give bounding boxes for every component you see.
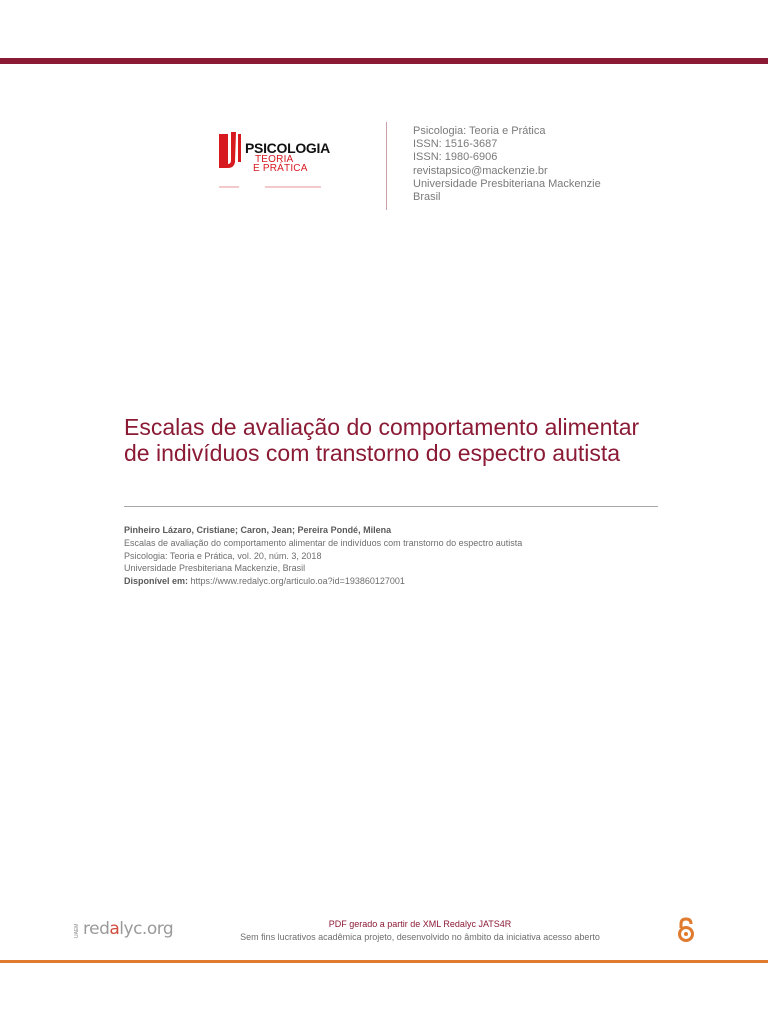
redalyc-word-start: red: [83, 919, 110, 939]
top-color-bar: [0, 58, 768, 64]
footer-nonprofit-note: Sem fins lucrativos acadêmica projeto, desenvolvido no âmbito da iniciativa acesso aberto: [240, 931, 600, 942]
logo-word-psicologia: PSICOLOGIA: [245, 140, 330, 156]
article-url-link[interactable]: https://www.redalyc.org/articulo.oa?id=193860127001: [190, 576, 405, 587]
journal-email[interactable]: revistapsico@mackenzie.br: [413, 164, 548, 177]
redalyc-word-end: lyc.org: [119, 919, 174, 939]
journal-info: [413, 125, 601, 204]
journal-university: Universidade Presbiteriana Mackenzie: [413, 177, 601, 190]
footer-generated-note: PDF gerado a partir de XML Redalyc JATS4R: [328, 919, 512, 929]
availability-label: Disponível em:: [124, 576, 189, 587]
redalyc-word-accent: a: [109, 919, 120, 939]
citation-source: Psicologia: Teoria e Prática, vol. 20, núm. 3, 2018: [124, 550, 322, 561]
uaem-label: UAEM: [74, 923, 80, 938]
citation-availability: [124, 575, 522, 588]
citation-authors: Pinheiro Lázaro, Cristiane; Caron, Jean; Pereira Pondé, Milena: [124, 525, 392, 535]
article-title: Escalas de avaliação do comportamento alimentar de indivíduos com transtorno do espectro autista: [124, 414, 640, 466]
logo-word-teoria: TEORIA: [255, 154, 294, 165]
title-divider: [124, 506, 658, 507]
citation-title: Escalas de avaliação do comportamento alimentar de indivíduos com transtorno do espectro autista: [124, 537, 523, 548]
citation-block: [124, 524, 522, 588]
bottom-color-bar: [0, 960, 768, 963]
journal-country: Brasil: [413, 191, 441, 204]
journal-issn-print: ISSN: 1516-3687: [413, 138, 498, 151]
journal-issn-electronic: ISSN: 1980-6906: [413, 151, 498, 164]
logo-divider: [386, 122, 387, 210]
citation-publisher: Universidade Presbiteriana Mackenzie, Brasil: [124, 563, 306, 574]
open-access-icon[interactable]: [676, 917, 696, 943]
journal-name: Psicologia: Teoria e Prática: [413, 125, 546, 137]
footer-text: [0, 918, 768, 943]
journal-logo: [219, 126, 349, 192]
logo-word-pratica: E PRÁTICA: [253, 163, 308, 174]
